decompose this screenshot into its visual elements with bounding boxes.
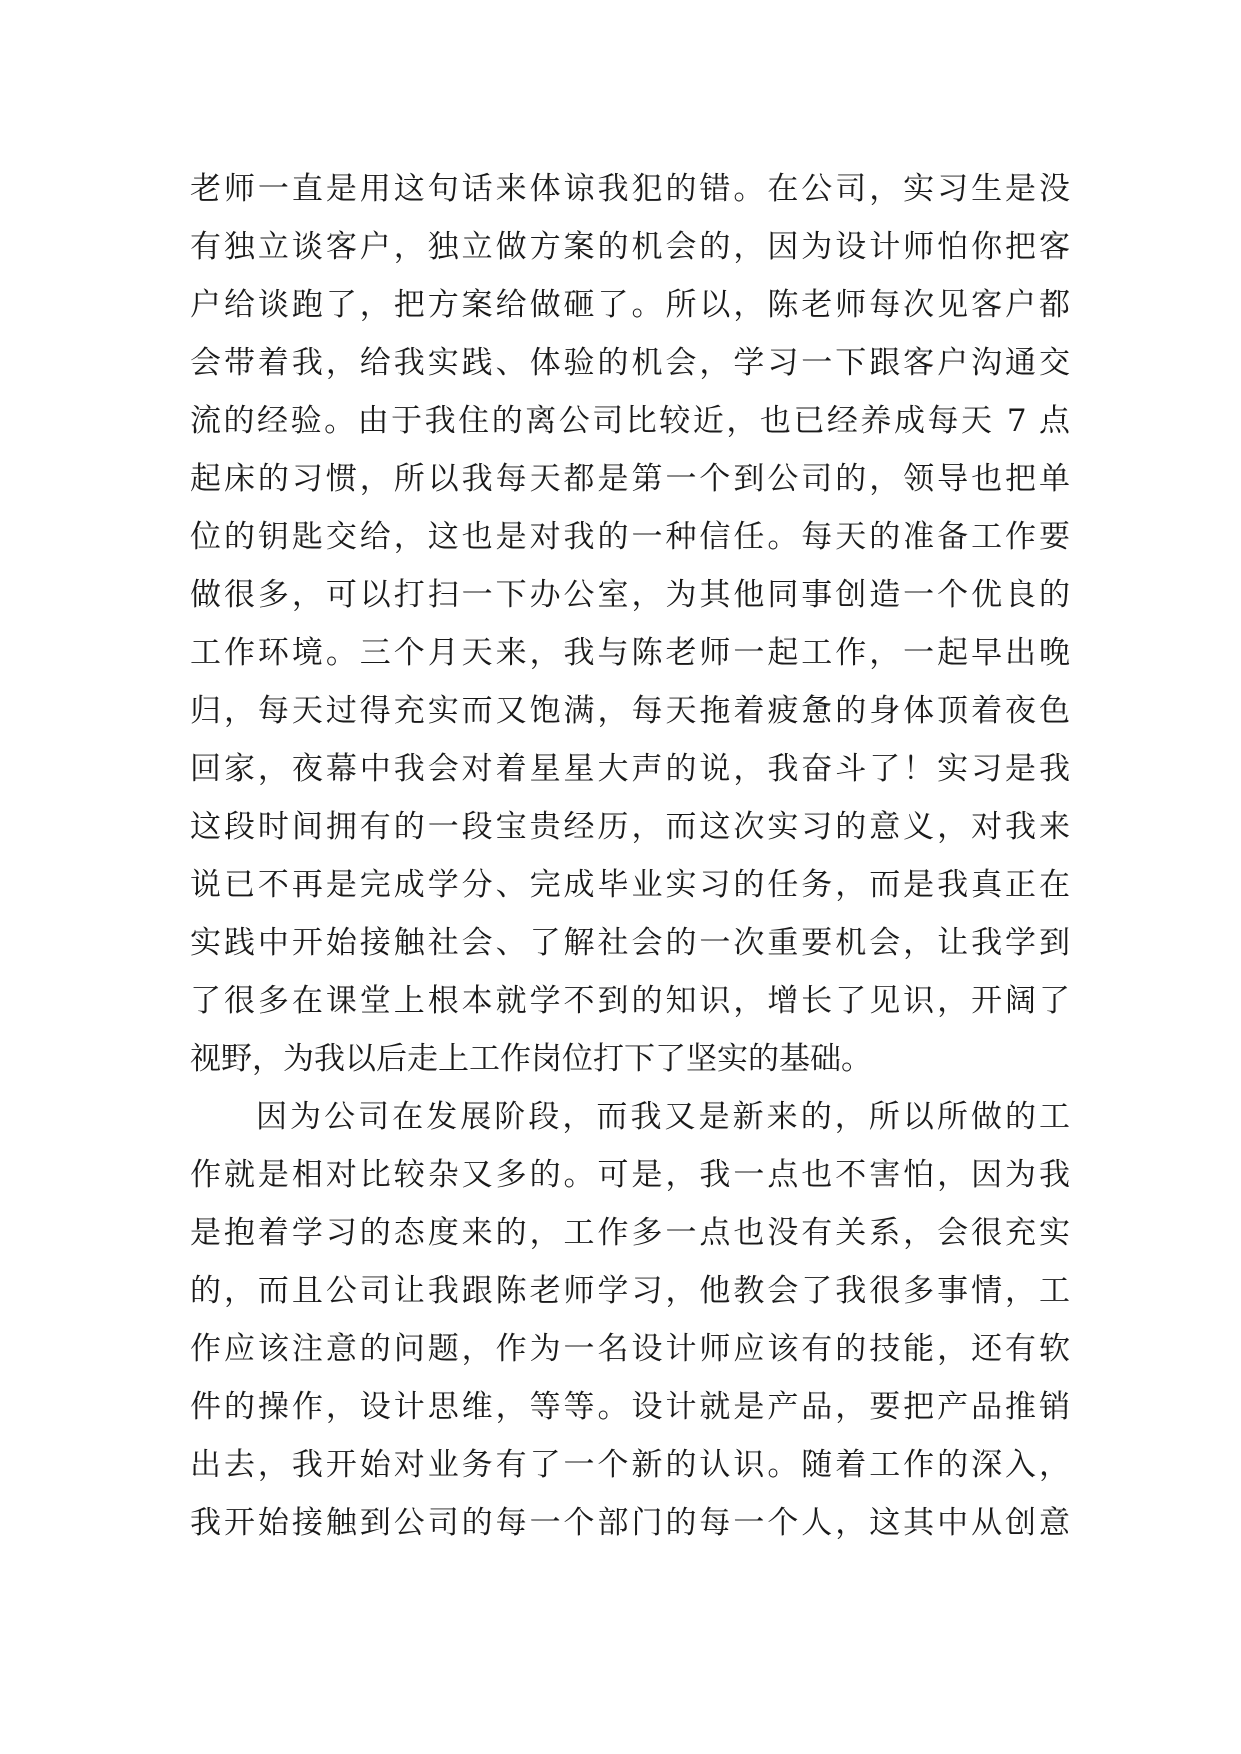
text-line: 说已不再是完成学分、完成毕业实习的任务，而是我真正在 [190,867,1070,903]
text-line: 实践中开始接触社会、了解社会的一次重要机会，让我学到 [190,925,1070,961]
text-line: 老师一直是用这句话来体谅我犯的错。在公司，实习生是没 [190,171,1070,207]
text-line: 工作环境。三个月天来，我与陈老师一起工作，一起早出晚 [190,635,1070,671]
text-line: 是抱着学习的态度来的，工作多一点也没有关系，会很充实 [190,1215,1070,1251]
text-line: 作就是相对比较杂又多的。可是，我一点也不害怕，因为我 [190,1157,1070,1193]
text-line: 这段时间拥有的一段宝贵经历，而这次实习的意义，对我来 [190,809,1070,845]
text-line: 会带着我，给我实践、体验的机会，学习一下跟客户沟通交 [190,345,1070,381]
text-line: 的，而且公司让我跟陈老师学习，他教会了我很多事情，工 [190,1273,1070,1309]
text-line: 我开始接触到公司的每一个部门的每一个人，这其中从创意 [190,1505,1070,1541]
text-line: 回家，夜幕中我会对着星星大声的说，我奋斗了！实习是我 [190,751,1070,787]
text-line: 起床的习惯，所以我每天都是第一个到公司的，领导也把单 [190,461,1070,497]
text-line: 视野，为我以后走上工作岗位打下了坚实的基础。 [190,1041,872,1077]
text-line: 归，每天过得充实而又饱满，每天拖着疲惫的身体顶着夜色 [190,693,1070,729]
paragraph-2 [190,1088,1070,1552]
text-line: 作应该注意的问题，作为一名设计师应该有的技能，还有软 [190,1331,1070,1367]
text-line: 件的操作，设计思维，等等。设计就是产品，要把产品推销 [190,1389,1070,1425]
body-text [190,160,1070,1552]
text-line: 因为公司在发展阶段，而我又是新来的，所以所做的工 [256,1099,1070,1135]
paragraph-1 [190,160,1070,1088]
text-line: 有独立谈客户，独立做方案的机会的，因为设计师怕你把客 [190,229,1070,265]
text-line: 出去，我开始对业务有了一个新的认识。随着工作的深入， [190,1447,1070,1483]
text-line: 位的钥匙交给，这也是对我的一种信任。每天的准备工作要 [190,519,1070,555]
text-line: 户给谈跑了，把方案给做砸了。所以，陈老师每次见客户都 [190,287,1070,323]
text-line: 流的经验。由于我住的离公司比较近，也已经养成每天 7 点 [190,403,1070,439]
text-line: 做很多，可以打扫一下办公室，为其他同事创造一个优良的 [190,577,1070,613]
text-line: 了很多在课堂上根本就学不到的知识，增长了见识，开阔了 [190,983,1070,1019]
